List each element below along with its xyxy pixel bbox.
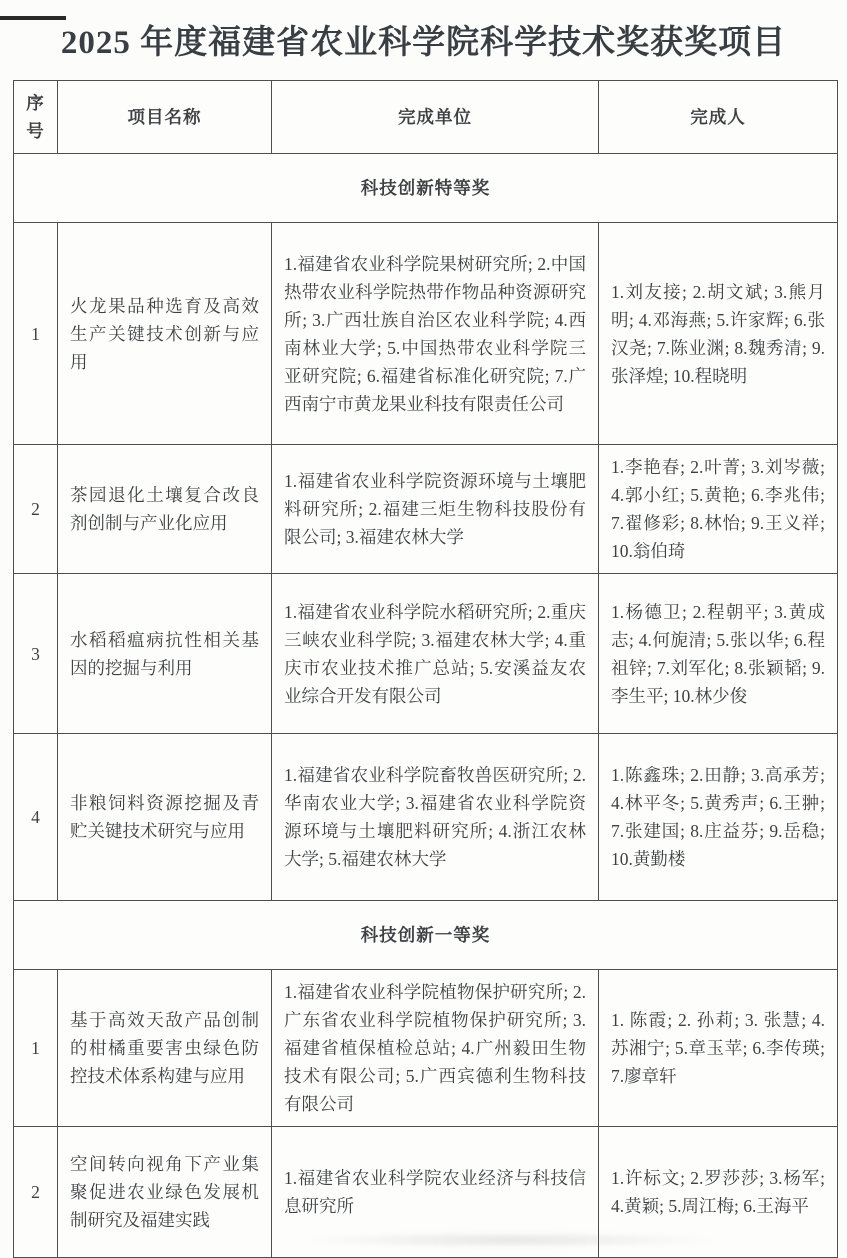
persons-cell: 1.刘友接; 2.胡文斌; 3.熊月明; 4.邓海燕; 5.许家辉; 6.张汉尧; 7.陈业渊; 8.魏秀清; 9.张泽煌; 10.程晓明: [599, 223, 838, 445]
row-index: 1: [14, 970, 58, 1127]
table-row: [14, 223, 838, 445]
persons-cell: 1.陈鑫珠; 2.田静; 3.高承芳; 4.林平冬; 5.黄秀声; 6.王翀; 7.张建国; 8.庄益芬; 9.岳稳; 10.黄勤楼: [599, 734, 838, 901]
row-index: 2: [14, 445, 58, 574]
table-header-row: [14, 81, 838, 154]
project-name-cell: 水稻稻瘟病抗性相关基因的挖掘与利用: [58, 574, 272, 734]
units-cell: 1.福建省农业科学院果树研究所; 2.中国热带农业科学院热带作物品种资源研究所; 3.广西壮族自治区农业科学院; 4.西南林业大学; 5.中国热带农业科学院三亚研究院; 6.福建省标准化研究院; 7.广西南宁市黄龙果业科技有限责任公司: [272, 223, 599, 445]
persons-cell: 1.杨德卫; 2.程朝平; 3.黄成志; 4.何旎清; 5.张以华; 6.程祖锌; 7.刘军化; 8.张颖韬; 9.李生平; 10.林少俊: [599, 574, 838, 734]
row-index: 2: [14, 1127, 58, 1258]
persons-cell: 1. 陈霞; 2. 孙莉; 3. 张慧; 4.苏湘宁; 5.章玉苹; 6.李传瑛; 7.廖章轩: [599, 970, 838, 1127]
document-title: 2025 年度福建省农业科学院科学技术奖获奖项目: [60, 25, 787, 61]
scan-artifact-bottom: [300, 1232, 720, 1248]
project-name-cell: 非粮饲料资源挖掘及青贮关键技术研究与应用: [58, 734, 272, 901]
project-name-cell: 火龙果品种选育及高效生产关键技术创新与应用: [58, 223, 272, 445]
units-cell: 1.福建省农业科学院植物保护研究所; 2.广东省农业科学院植物保护研究所; 3.福建省植保植检总站; 4.广州毅田生物技术有限公司; 5.广西宾德利生物科技有限公司: [272, 970, 599, 1127]
persons-cell: 1.许标文; 2.罗莎莎; 3.杨军; 4.黄颖; 5.周江梅; 6.王海平: [599, 1127, 838, 1258]
project-name-cell: 基于高效天敌产品创制的柑橘重要害虫绿色防控技术体系构建与应用: [58, 970, 272, 1127]
table-row: [14, 970, 838, 1127]
awards-table: [13, 80, 838, 1258]
table-row: [14, 574, 838, 734]
section-title-first-prize: 科技创新一等奖: [14, 901, 838, 970]
units-cell: 1.福建省农业科学院畜牧兽医研究所; 2.华南农业大学; 3.福建省农业科学院资源环境与土壤肥料研究所; 4.浙江农林大学; 5.福建农林大学: [272, 734, 599, 901]
col-header-project: 项目名称: [58, 81, 272, 154]
project-name-cell: 茶园退化土壤复合改良剂创制与产业化应用: [58, 445, 272, 574]
units-cell: 1.福建省农业科学院农业经济与科技信息研究所: [272, 1127, 599, 1258]
section-title-special-prize: 科技创新特等奖: [14, 154, 838, 223]
section-header-row: [14, 154, 838, 223]
scan-artifact-top-left: [0, 16, 66, 20]
row-index: 3: [14, 574, 58, 734]
section-header-row: [14, 901, 838, 970]
col-header-no: 序号: [14, 81, 58, 154]
col-header-units: 完成单位: [272, 81, 599, 154]
table-row: [14, 445, 838, 574]
project-name-cell: 空间转向视角下产业集聚促进农业绿色发展机制研究及福建实践: [58, 1127, 272, 1258]
persons-cell: 1.李艳春; 2.叶菁; 3.刘岑薇; 4.郭小红; 5.黄艳; 6.李兆伟; 7.翟修彩; 8.林怡; 9.王义祥; 10.翁伯琦: [599, 445, 838, 574]
table-row: [14, 734, 838, 901]
row-index: 1: [14, 223, 58, 445]
units-cell: 1.福建省农业科学院资源环境与土壤肥料研究所; 2.福建三炬生物科技股份有限公司; 3.福建农林大学: [272, 445, 599, 574]
row-index: 4: [14, 734, 58, 901]
units-cell: 1.福建省农业科学院水稻研究所; 2.重庆三峡农业科学院; 3.福建农林大学; 4.重庆市农业技术推广总站; 5.安溪益友农业综合开发有限公司: [272, 574, 599, 734]
col-header-persons: 完成人: [599, 81, 838, 154]
